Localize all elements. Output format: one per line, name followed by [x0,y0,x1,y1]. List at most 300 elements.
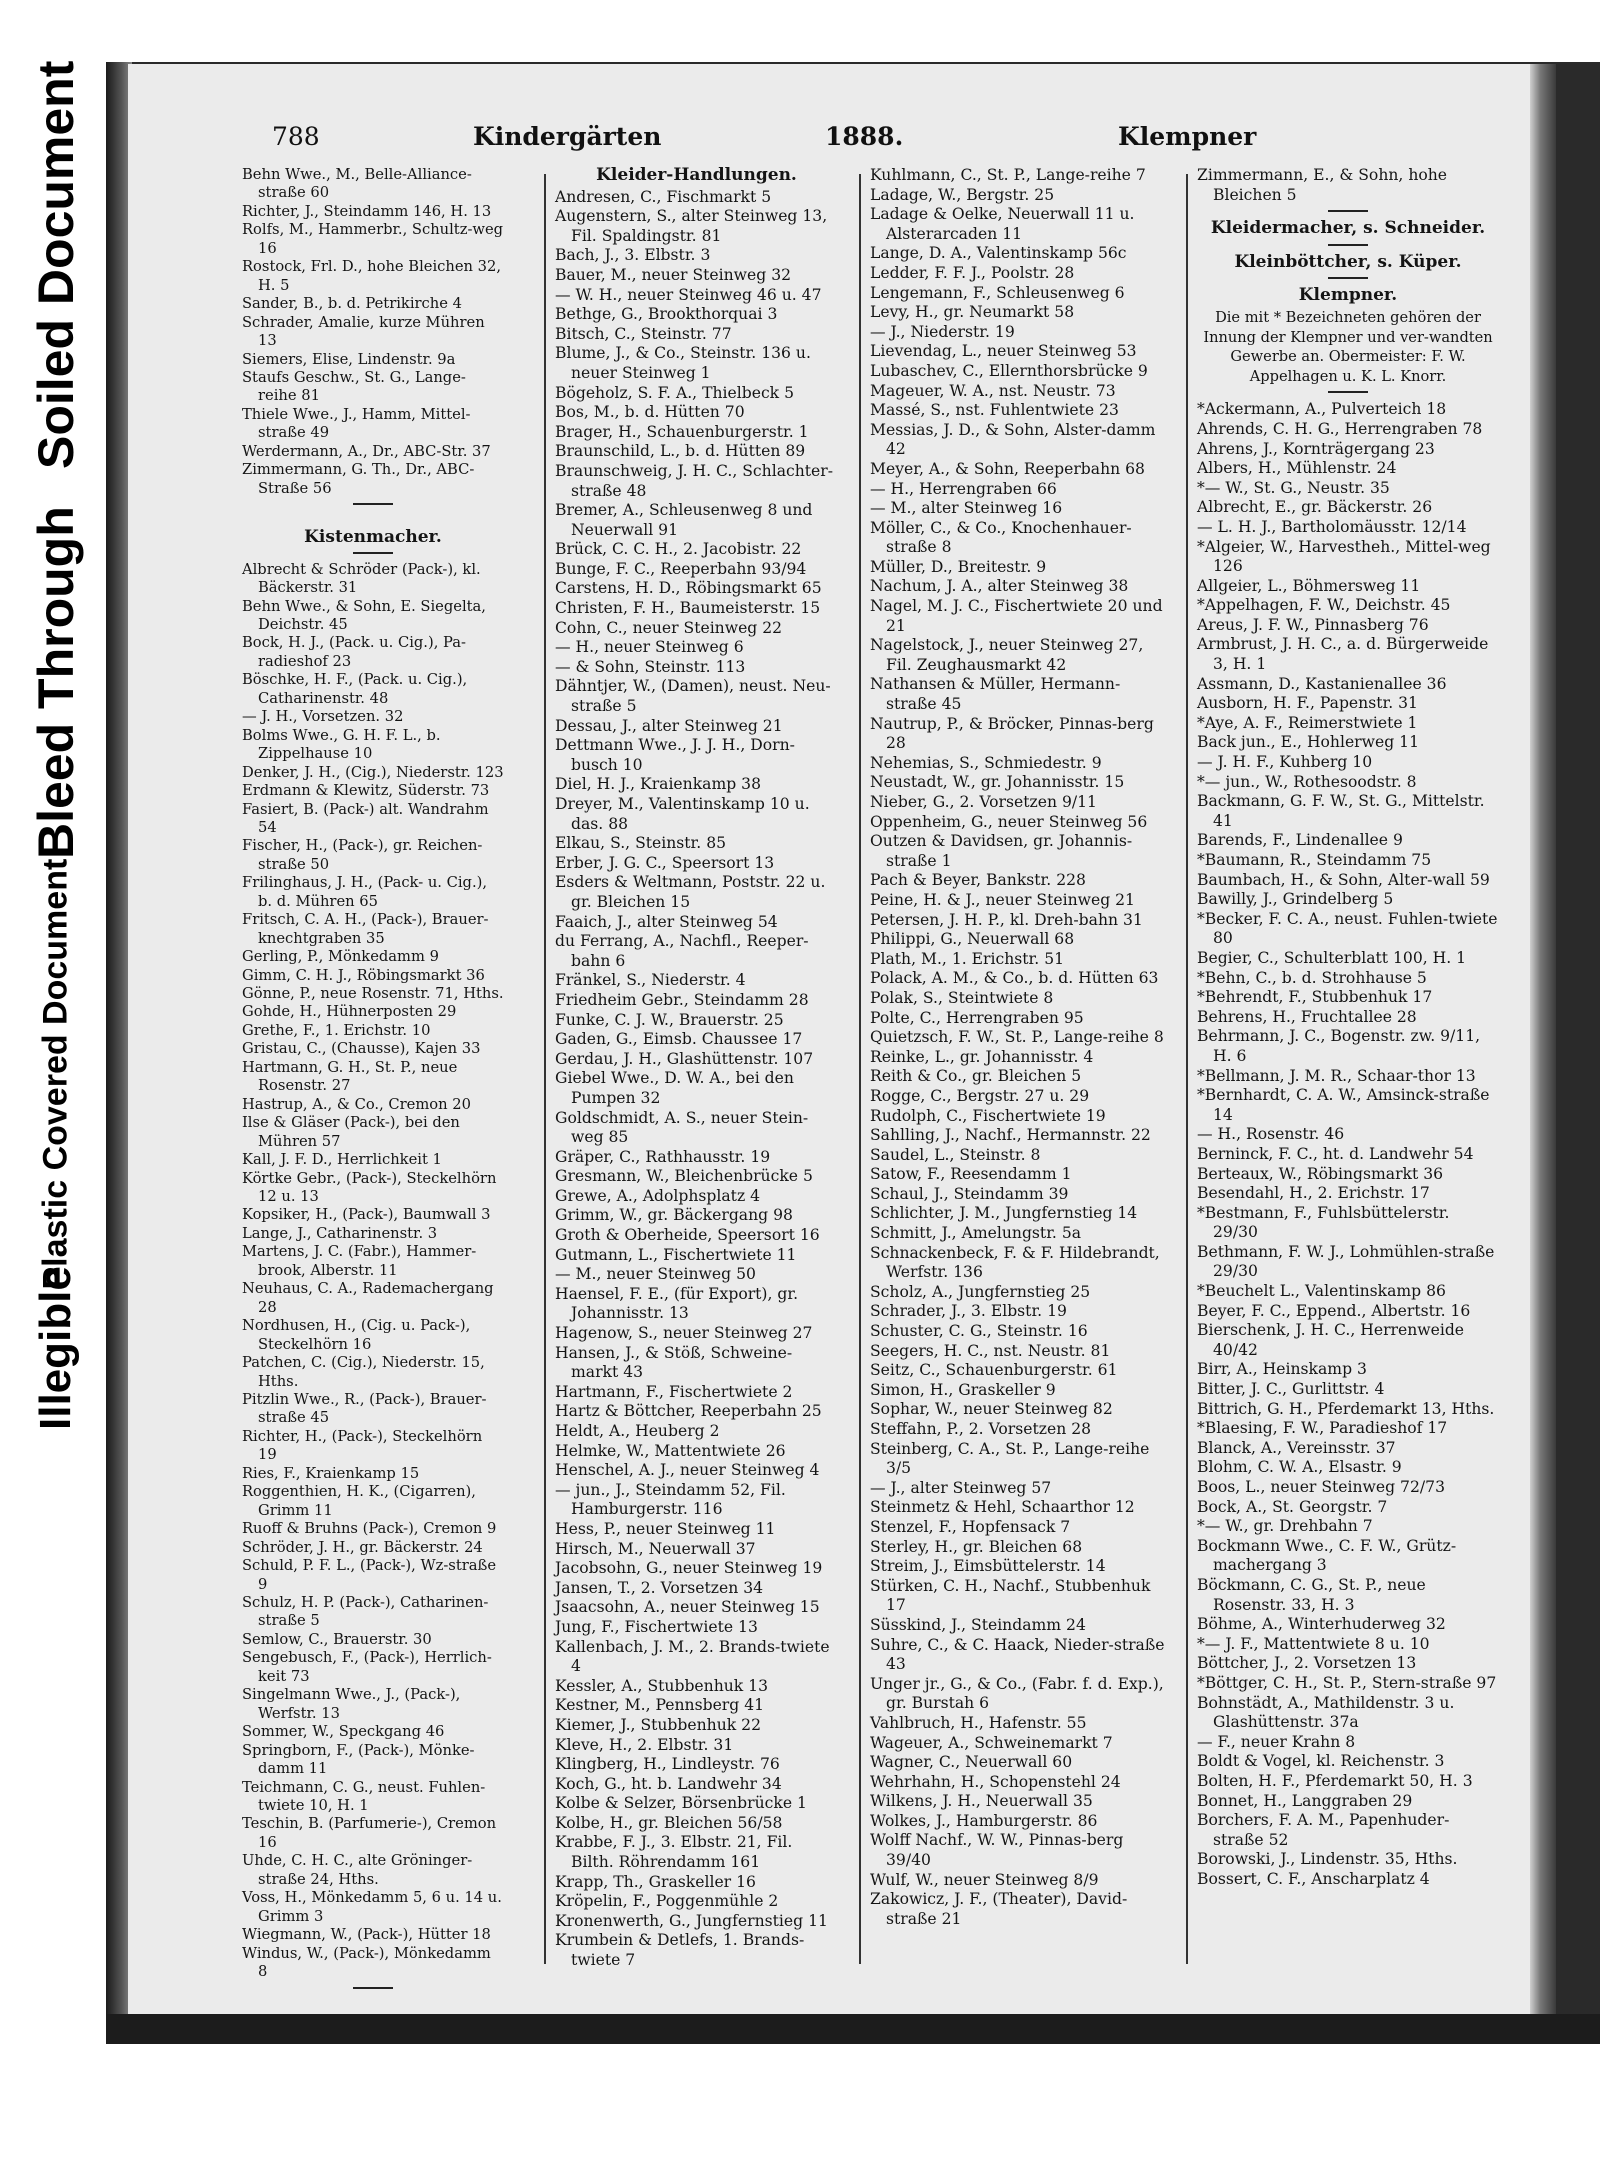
directory-entry: Krapp, Th., Graskeller 16 [555,1872,756,1891]
directory-entry: Funke, C. J. W., Brauerstr. 25 [555,1010,784,1029]
directory-entry: Jacobsohn, G., neuer Steinweg 19 [555,1559,823,1578]
directory-entry: *Bernhardt, C. A. W., Amsinck-straße 14 [1197,1086,1490,1124]
directory-entry: Martens, J. C. (Fabr.), Hammer-brook, Alberstr. 11 [242,1243,477,1279]
directory-entry: Rudolph, C., Fischertwiete 19 [870,1106,1106,1125]
section-divider [1328,210,1368,212]
directory-entry: Seitz, C., Schauenburgerstr. 61 [870,1361,1118,1380]
directory-entry: Nagelstock, J., neuer Steinweg 27, Fil. Zeughausmarkt 42 [870,636,1144,674]
directory-page [128,64,1530,2014]
directory-entry: Andresen, C., Fischmarkt 5 [555,187,772,206]
directory-entry: — J. H., Vorsetzen. 32 [242,708,404,726]
directory-entry: Hartmann, F., Fischertwiete 2 [555,1382,793,1401]
directory-entry: *Behrendt, F., Stubbenhuk 17 [1197,988,1433,1007]
section-note: Die mit * Bezeichneten gehören der Innung der Klempner und ver-wandten Gewerbe an. Obermeister: F. W. Appelhagen u. K. L. Knorr. [1203,308,1493,385]
directory-entry: Armbrust, J. H. C., a. d. Bürgerweide 3, H. 1 [1197,635,1489,674]
directory-entry: Unger jr., G., & Co., (Fabr. f. d. Exp.), gr. Burstah 6 [870,1674,1164,1713]
directory-entry: Schnackenbeck, F. & F. Hildebrandt, Werfstr. 136 [870,1243,1160,1282]
directory-entry: Polak, S., Steintwiete 8 [870,988,1054,1007]
column-4 [1197,166,1499,1996]
directory-entry: Back jun., E., Hohlerweg 11 [1197,733,1419,752]
directory-entry: Wagner, C., Neuerwall 60 [870,1753,1073,1772]
directory-entry: Kiemer, J., Stubbenhuk 22 [555,1715,762,1734]
section-heading: Kistenmacher. [304,527,442,548]
directory-entry: Behrens, H., Fruchtallee 28 [1197,1007,1417,1026]
directory-entry: Ledder, F. F. J., Poolstr. 28 [870,263,1075,282]
directory-entry: Patchen, C. (Cig.), Niederstr. 15, Hths. [242,1354,485,1390]
directory-entry: Bonnet, H., Langgraben 29 [1197,1791,1413,1810]
directory-entry: — H., neuer Steinweg 6 [555,638,744,657]
directory-entry: Schuld, P. F. L., (Pack-), Wz-straße 9 [242,1557,497,1593]
directory-entry: Lange, J., Catharinenstr. 3 [242,1224,438,1242]
section-divider [353,1987,393,1989]
directory-entry: Ladage & Oelke, Neuerwall 11 u. Alsterarcaden 11 [870,205,1135,243]
directory-entry: Grewe, A., Adolphsplatz 4 [555,1186,761,1205]
directory-entry: — J., alter Steinweg 57 [870,1478,1052,1497]
directory-entry: Messias, J. D., & Sohn, Alster-damm 42 [870,420,1156,459]
directory-entry: Gohde, H., Hühnerposten 29 [242,1003,457,1021]
directory-entry: Kröpelin, F., Poggenmühle 2 [555,1892,779,1911]
directory-entry: Dreyer, M., Valentinskamp 10 u. das. 88 [555,795,810,833]
directory-entry: Faaich, J., alter Steinweg 54 [555,912,778,931]
directory-entry: Hartmann, G. H., St. P., neue Rosenstr. 27 [242,1058,458,1095]
directory-entry: Dettmann Wwe., J. J. H., Dorn-busch 10 [555,736,795,774]
directory-entry: Fischer, H., (Pack-), gr. Reichen-straße 50 [242,837,483,873]
directory-entry: Jsaacsohn, A., neuer Steinweg 15 [555,1598,820,1617]
directory-entry: Uhde, C. H. C., alte Gröninger-straße 24, Hths. [242,1852,473,1888]
directory-entry: Fränkel, S., Niederstr. 4 [555,971,746,990]
directory-entry: Wulf, W., neuer Steinweg 8/9 [870,1870,1099,1889]
directory-entry: Boldt & Vogel, kl. Reichenstr. 3 [1197,1752,1445,1771]
directory-entry: Blume, J., & Co., Steinstr. 136 u. neuer Steinweg 1 [555,344,811,382]
directory-entry: — H., Rosenstr. 46 [1197,1125,1345,1144]
section-heading: Kleinböttcher, s. Küper. [1234,251,1462,272]
directory-entry: Meyer, A., & Sohn, Reeperbahn 68 [870,459,1145,478]
directory-entry: Massé, S., nst. Fuhlentwiete 23 [870,401,1119,420]
directory-entry: — H., Herrengraben 66 [870,479,1057,498]
page-number: 788 [272,122,320,151]
directory-entry: Plath, M., 1. Erichstr. 51 [870,949,1065,968]
stamp-bleed-through: Bleed Through [28,506,84,859]
directory-entry: Bach, J., 3. Elbstr. 3 [555,246,711,265]
directory-entry: Carstens, H. D., Röbingsmarkt 65 [555,579,822,598]
directory-entry: — & Sohn, Steinstr. 113 [555,657,746,676]
directory-entry: Möller, C., & Co., Knochenhauer-straße 8 [870,518,1132,557]
directory-entry: Wageuer, A., Schweinemarkt 7 [870,1733,1113,1752]
directory-entry: Beyer, F. C., Eppend., Albertstr. 16 [1197,1301,1471,1320]
directory-entry: Frilinghaus, J. H., (Pack- u. Cig.), b. d. Mühren 65 [242,874,488,910]
directory-entry: Steinmetz & Hehl, Schaarthor 12 [870,1498,1135,1517]
section-divider [1328,244,1368,246]
directory-entry: Peine, H. & J., neuer Steinweg 21 [870,890,1135,909]
directory-entry: Albrecht & Schröder (Pack-), kl. Bäckerstr. 31 [242,560,481,597]
directory-entry: Hastrup, A., & Co., Cremon 20 [242,1095,471,1113]
directory-entry: Scholz, A., Jungfernstieg 25 [870,1282,1091,1301]
directory-entry: Giebel Wwe., D. W. A., bei den Pumpen 32 [555,1069,794,1107]
directory-entry: *Blaesing, F. W., Paradieshof 17 [1197,1419,1448,1438]
directory-entry: du Ferrang, A., Nachfl., Reeper-bahn 6 [555,932,809,970]
directory-entry: Böttcher, J., 2. Vorsetzen 13 [1197,1654,1417,1673]
directory-entry: Barends, F., Lindenallee 9 [1197,831,1403,850]
directory-entry: Schuster, C. G., Steinstr. 16 [870,1322,1088,1341]
directory-entry: Stürken, C. H., Nachf., Stubbenhuk 17 [870,1576,1151,1615]
running-head-right: Klempner [1118,122,1257,151]
directory-entry: Begier, C., Schulterblatt 100, H. 1 [1197,948,1467,967]
directory-entry: Birr, A., Heinskamp 3 [1197,1360,1367,1379]
directory-entry: Seegers, H. C., nst. Neustr. 81 [870,1341,1111,1360]
directory-entry: Böckmann, C. G., St. P., neue Rosenstr. 33, H. 3 [1197,1575,1426,1614]
directory-entry: Boos, L., neuer Steinweg 72/73 [1197,1478,1445,1496]
section-divider [353,503,393,505]
directory-entry: Neustadt, W., gr. Johannisstr. 15 [870,773,1125,792]
directory-entry: Dähntjer, W., (Damen), neust. Neu-straße 5 [555,677,831,716]
directory-entry: Steffahn, P., 2. Vorsetzen 28 [870,1420,1092,1438]
directory-entry: Steinberg, C. A., St. P., Lange-reihe 3/5 [870,1439,1150,1478]
page-header [128,122,1530,162]
directory-entry: *Appelhagen, F. W., Deichstr. 45 [1197,596,1451,615]
directory-entry: Werdermann, A., Dr., ABC-Str. 37 [242,442,491,460]
directory-entry: Mageuer, W. A., nst. Neustr. 73 [870,381,1116,400]
directory-entry: Nordhusen, H., (Cig. u. Pack-), Steckelhörn 16 [242,1317,471,1353]
running-head-year: 1888. [825,122,904,151]
directory-entry: *— W., St. G., Neustr. 35 [1197,478,1390,497]
directory-entry: Hartz & Böttcher, Reeperbahn 25 [555,1402,822,1421]
directory-entry: Semlow, C., Brauerstr. 30 [242,1630,432,1648]
directory-entry: Nieber, G., 2. Vorsetzen 9/11 [870,793,1097,811]
directory-entry: Levy, H., gr. Neumarkt 58 [870,303,1075,322]
column-2 [555,166,838,1996]
directory-entry: Schrader, J., 3. Elbstr. 19 [870,1302,1067,1321]
directory-entry: Denker, J. H., (Cig.), Niederstr. 123 [242,763,504,781]
section-heading: Klempner. [1298,285,1398,306]
directory-entry: Ahrens, J., Kornträgergang 23 [1197,439,1435,458]
directory-entry: Satow, F., Reesendamm 1 [870,1165,1072,1184]
directory-entry: Krumbein & Detlefs, 1. Brands-twiete 7 [555,1931,805,1970]
directory-entry: Gönne, P., neue Rosenstr. 71, Hths. [242,985,504,1003]
directory-entry: Petersen, J. H. P., kl. Dreh-bahn 31 [870,910,1143,929]
directory-entry: Bockmann Wwe., C. F. W., Grütz-machergang 3 [1197,1536,1457,1575]
directory-entry: Blohm, C. W. A., Elsastr. 9 [1197,1458,1402,1477]
directory-entry: Bauer, M., neuer Steinweg 32 [555,265,792,284]
directory-entry: — J. H. F., Kuhberg 10 [1197,753,1373,772]
directory-entry: Berninck, F. C., ht. d. Landwehr 54 [1197,1144,1474,1163]
stamp-soiled: Soiled Document [28,60,84,469]
directory-entry: Sengebusch, F., (Pack-), Herrlich-keit 73 [242,1649,492,1685]
directory-entry: Polte, C., Herrengraben 95 [870,1008,1084,1027]
directory-entry: Gristau, C., (Chausse), Kajen 33 [242,1040,481,1058]
directory-entry: Elkau, S., Steinstr. 85 [555,834,727,853]
directory-entry: Wolkes, J., Hamburgerstr. 86 [870,1811,1098,1830]
directory-entry: Koch, G., ht. b. Landwehr 34 [555,1774,782,1793]
directory-entry: Lubaschev, C., Ellernthorsbrücke 9 [870,361,1148,380]
directory-entry: — jun., J., Steindamm 52, Fil. Hamburgerstr. 116 [555,1480,786,1519]
directory-entry: Bitsch, C., Steinstr. 77 [555,324,732,343]
directory-entry: Zimmermann, E., & Sohn, hohe Bleichen 5 [1197,166,1448,204]
directory-entry: Christen, F. H., Baumeisterstr. 15 [555,599,821,618]
directory-entry: Jansen, T., 2. Vorsetzen 34 [555,1578,764,1597]
directory-entry: Ilse & Gläser (Pack-), bei den Mühren 57 [242,1114,460,1150]
directory-entry: *Aye, A. F., Reimerstwiete 1 [1197,713,1418,732]
stamp-plastic-covered: Plastic Covered Document [36,858,75,1290]
directory-entry: *Bellmann, J. M. R., Schaar-thor 13 [1197,1066,1476,1085]
directory-entry: Bethmann, F. W. J., Lohmühlen-straße 29/30 [1197,1242,1495,1281]
stamp-illegible: Illegible [31,1266,80,1430]
directory-entry: Bolms Wwe., G. H. F. L., b. Zippelhause 10 [242,726,441,763]
directory-entry: — M., neuer Steinweg 50 [555,1265,756,1284]
directory-entry: Ladage, W., Bergstr. 25 [870,185,1055,204]
scan-bottom-border [106,2014,1600,2044]
directory-entry: Teschin, B. (Parfumerie-), Cremon 16 [242,1815,497,1851]
directory-entry: *Bestmann, F., Fuhlsbüttelerstr. 29/30 [1197,1203,1450,1242]
directory-entry: Bock, A., St. Georgstr. 7 [1197,1497,1388,1516]
directory-entry: Besendahl, H., 2. Erichstr. 17 [1197,1184,1430,1203]
section-heading: Kleider-Handlungen. [596,165,797,185]
directory-entry: Schlichter, J. M., Jungfernstieg 14 [870,1204,1138,1223]
directory-entry: — M., alter Steinweg 16 [870,499,1063,518]
directory-entry: Gaden, G., Eimsb. Chaussee 17 [555,1030,803,1049]
directory-entry: Ries, F., Kraienkamp 15 [242,1464,420,1482]
section-divider [1328,277,1368,279]
directory-entry: *— W., gr. Drehbahn 7 [1197,1517,1373,1536]
directory-entry: Gerling, P., Mönkedamm 9 [242,948,439,966]
directory-entry: Grimm, W., gr. Bäckergang 98 [555,1206,793,1225]
directory-entry: Rostock, Frl. D., hohe Bleichen 32, H. 5 [242,258,502,294]
directory-entry: Klingberg, H., Lindleystr. 76 [555,1755,780,1774]
directory-entry: Borowski, J., Lindenstr. 35, Hths. [1197,1850,1458,1869]
directory-entry: Bögeholz, S. F. A., Thielbeck 5 [555,383,794,402]
directory-entry: Gresmann, W., Bleichenbrücke 5 [555,1167,813,1186]
directory-entry: Vahlbruch, H., Hafenstr. 55 [870,1713,1087,1732]
directory-entry: *Ackermann, A., Pulverteich 18 [1197,400,1447,419]
directory-entry: Bremer, A., Schleusenweg 8 und Neuerwall 91 [555,501,813,539]
directory-entry: Albrecht, E., gr. Bäckerstr. 26 [1197,498,1433,517]
directory-entry: Bohnstädt, A., Mathildenstr. 3 u. Glashüttenstr. 37a [1197,1693,1455,1732]
directory-entry: Zimmermann, G. Th., Dr., ABC-Straße 56 [242,461,475,497]
directory-entry: *Algeier, W., Harvestheh., Mittel-weg 126 [1197,537,1491,576]
directory-entry: Braunschweig, J. H. C., Schlachter-straße 48 [555,461,833,500]
directory-entry: Bitter, J. C., Gurlittstr. 4 [1197,1380,1385,1399]
directory-entry: Cohn, C., neuer Steinweg 22 [555,618,783,637]
directory-entry: Goldschmidt, A. S., neuer Stein-weg 85 [555,1108,809,1147]
directory-entry: Bossert, C. F., Anscharplatz 4 [1197,1869,1430,1888]
directory-entry: Bos, M., b. d. Hütten 70 [555,403,745,422]
directory-entry: Erdmann & Klewitz, Süderstr. 73 [242,782,490,800]
directory-entry: Bolten, H. F., Pferdemarkt 50, H. 3 [1197,1771,1473,1790]
entry-list [1197,166,1499,205]
directory-entry: Philippi, G., Neuerwall 68 [870,930,1075,949]
directory-entry: Assmann, D., Kastanienallee 36 [1197,674,1447,693]
directory-entry: Ausborn, H. F., Papenstr. 31 [1197,694,1418,713]
directory-entry: Rogge, C., Bergstr. 27 u. 29 [870,1086,1090,1105]
directory-entry: Simon, H., Graskeller 9 [870,1380,1056,1399]
directory-entry: Esders & Weltmann, Poststr. 22 u. gr. Bleichen 15 [555,873,826,911]
directory-entry: Baumbach, H., & Sohn, Alter-wall 59 [1197,870,1490,889]
directory-entry: Nehemias, S., Schmiedestr. 9 [870,753,1102,772]
entry-list [242,166,504,498]
directory-entry: Lengemann, F., Schleusenweg 6 [870,283,1125,302]
directory-entry: Henschel, A. J., neuer Steinweg 4 [555,1461,820,1480]
directory-entry: Suhre, C., & C. Haack, Nieder-straße 43 [870,1635,1165,1674]
directory-entry: Oppenheim, G., neuer Steinweg 56 [870,812,1148,831]
directory-entry: — W. H., neuer Steinweg 46 u. 47 [555,285,822,304]
directory-entry: Diel, H. J., Kraienkamp 38 [555,775,762,794]
directory-entry: Braunschild, L., b. d. Hütten 89 [555,442,806,461]
directory-entry: Ahrends, C. H. G., Herrengraben 78 [1197,419,1483,438]
directory-entry: Hirsch, M., Neuerwall 37 [555,1539,756,1558]
directory-entry: Singelmann Wwe., J., (Pack-), Werfstr. 13 [242,1686,461,1722]
directory-entry: *— jun., W., Rothesoodstr. 8 [1197,772,1417,791]
entry-list [555,188,838,1971]
directory-entry: Böschke, H. F., (Pack. u. Cig.), Catharinenstr. 48 [242,671,468,707]
directory-entry: Jung, F., Fischertwiete 13 [555,1617,758,1636]
directory-entry: Streim, J., Eimsbüttelerstr. 14 [870,1557,1106,1576]
directory-entry: Kallenbach, J. M., 2. Brands-twiete 4 [555,1637,830,1676]
directory-entry: Bawilly, J., Grindelberg 5 [1197,890,1394,909]
directory-entry: Areus, J. F. W., Pinnasberg 76 [1197,615,1429,634]
directory-entry: Siemers, Elise, Lindenstr. 9a [242,350,456,368]
directory-entry: Schulz, H. P. (Pack-), Catharinen-straße 5 [242,1593,489,1630]
directory-entry: *— J. F., Mattentwiete 8 u. 10 [1197,1634,1430,1653]
directory-entry: Hansen, J., & Stöß, Schweine-markt 43 [555,1343,793,1382]
directory-entry: Augenstern, S., alter Steinweg 13, Fil. Spaldingstr. 81 [555,207,828,245]
directory-entry: Thiele Wwe., J., Hamm, Mittel-straße 49 [242,405,471,442]
directory-entry: Schröder, J. H., gr. Bäckerstr. 24 [242,1538,483,1556]
directory-entry: Fritsch, C. A. H., (Pack-), Brauer-knechtgraben 35 [242,911,489,947]
directory-entry: Fasiert, B. (Pack-) alt. Wandrahm 54 [242,800,489,836]
directory-entry: Behn Wwe., & Sohn, E. Siegelta, Deichstr. 45 [242,597,486,633]
directory-entry: Roggenthien, H. K., (Cigarren), Grimm 11 [242,1483,476,1519]
directory-entry: Erber, J. G. C., Speersort 13 [555,853,775,872]
directory-entry: Schmitt, J., Amelungstr. 5a [870,1224,1082,1243]
directory-entry: Staufs Geschw., St. G., Lange-reihe 81 [242,368,466,405]
directory-entry: Sommer, W., Speckgang 46 [242,1723,445,1741]
directory-entry: Schrader, Amalie, kurze Mühren 13 [242,313,485,350]
directory-entry: Hagenow, S., neuer Steinweg 27 [555,1324,813,1343]
directory-entry: Hess, P., neuer Steinweg 11 [555,1519,776,1538]
directory-entry: Allgeier, L., Böhmersweg 11 [1197,576,1421,595]
directory-entry: Heldt, A., Heuberg 2 [555,1422,720,1440]
directory-entry: Kronenwerth, G., Jungfernstieg 11 [555,1911,828,1930]
directory-entry: Lievendag, L., neuer Steinweg 53 [870,342,1137,361]
directory-entry: Backmann, G. F. W., St. G., Mittelstr. 41 [1197,792,1485,830]
directory-entry: Bunge, F. C., Reeperbahn 93/94 [555,559,807,578]
directory-entry: — F., neuer Krahn 8 [1197,1732,1356,1751]
directory-entry: Bittrich, G. H., Pferdemarkt 13, Hths. [1197,1399,1495,1418]
column-rule [1186,174,1188,1964]
directory-entry: Wilkens, J. H., Neuerwall 35 [870,1792,1093,1811]
directory-entry: Kolbe & Selzer, Börsenbrücke 1 [555,1794,807,1813]
directory-entry: Sander, B., b. d. Petrikirche 4 [242,295,462,313]
directory-entry: Gerdau, J. H., Glashüttenstr. 107 [555,1049,814,1068]
directory-entry: Sahlling, J., Nachf., Hermannstr. 22 [870,1126,1151,1145]
directory-entry: *Böttger, C. H., St. P., Stern-straße 97 [1197,1673,1497,1692]
directory-entry: Richter, H., (Pack-), Steckelhörn 19 [242,1427,483,1464]
directory-entry: Kestner, M., Pennsberg 41 [555,1696,765,1715]
page-edge [1530,64,1556,2014]
directory-entry: Wolff Nachf., W. W., Pinnas-berg 39/40 [870,1831,1124,1870]
column-rule [859,174,861,1964]
directory-entry: Dessau, J., alter Steinweg 21 [555,716,783,735]
directory-entry: Windus, W., (Pack-), Mönkedamm 8 [242,1944,491,1981]
running-head-left: Kindergärten [473,122,662,151]
directory-entry: Kall, J. F. D., Herrlichkeit 1 [242,1151,442,1169]
directory-entry: Lange, D. A., Valentinskamp 56c [870,244,1127,263]
directory-entry: Rolfs, M., Hammerbr., Schultz-weg 16 [242,221,504,257]
directory-entry: Pach & Beyer, Bankstr. 228 [870,871,1086,890]
directory-entry: Nautrup, P., & Bröcker, Pinnas-berg 28 [870,714,1154,753]
directory-entry: Gimm, C. H. J., Röbingsmarkt 36 [242,966,485,984]
section-heading: Kleidermacher, s. Schneider. [1210,218,1486,239]
directory-entry: *Behn, C., b. d. Strohhause 5 [1197,968,1427,987]
directory-entry: Wehrhahn, H., Schopenstehl 24 [870,1772,1121,1791]
directory-entry: Behrmann, J. C., Bogenstr. zw. 9/11, H. 6 [1197,1027,1481,1065]
directory-entry: Richter, J., Steindamm 146, H. 13 [242,202,492,220]
directory-entry: Berteaux, W., Röbingsmarkt 36 [1197,1164,1444,1183]
directory-entry: Pitzlin Wwe., R., (Pack-), Brauer-straße 45 [242,1391,487,1427]
directory-entry: Bethge, G., Brookthorquai 3 [555,305,778,324]
directory-entry: Gräper, C., Rathhausstr. 19 [555,1147,771,1166]
directory-entry: Voss, H., Mönkedamm 5, 6 u. 14 u. Grimm 3 [242,1889,502,1925]
directory-entry: Quietzsch, F. W., St. P., Lange-reihe 8 [870,1028,1164,1047]
directory-entry: Gutmann, L., Fischertwiete 11 [555,1245,797,1264]
directory-entry: Nathansen & Müller, Hermann-straße 45 [870,675,1121,714]
scan-qc-stamp [0,0,112,2177]
directory-entry: Kuhlmann, C., St. P., Lange-reihe 7 [870,166,1146,184]
directory-entry: Schaul, J., Steindamm 39 [870,1184,1069,1203]
directory-entry: Blanck, A., Vereinsstr. 37 [1197,1438,1396,1457]
directory-entry: Bierschenk, J. H. C., Herrenweide 40/42 [1197,1321,1465,1359]
column-rule [544,174,546,1964]
directory-entry: Reith & Co., gr. Bleichen 5 [870,1067,1082,1086]
directory-entry: — L. H. J., Bartholomäusstr. 12/14 [1197,517,1467,536]
directory-entry: Zakowicz, J. F., (Theater), David-straße 21 [870,1890,1128,1928]
directory-entry: Springborn, F., (Pack-), Mönke-damm 11 [242,1741,475,1778]
directory-entry: Haensel, F. E., (für Export), gr. Johannisstr. 13 [555,1284,799,1323]
directory-entry: Stenzel, F., Hopfensack 7 [870,1517,1071,1536]
directory-entry: *Beuchelt L., Valentinskamp 86 [1197,1282,1446,1301]
column-1 [242,166,504,1996]
directory-entry: Brager, H., Schauenburgerstr. 1 [555,422,809,441]
directory-entry: Kopsiker, H., (Pack-), Baumwall 3 [242,1206,491,1224]
section-divider [1328,391,1368,393]
directory-entry: Müller, D., Breitestr. 9 [870,557,1047,576]
directory-entry: Bock, H. J., (Pack. u. Cig.), Pa-radieshof 23 [242,634,466,670]
entry-list [1197,400,1499,1889]
directory-entry: Teichmann, C. G., neust. Fuhlen-twiete 10, H. 1 [242,1778,486,1814]
directory-entry: Nachum, J. A., alter Steinweg 38 [870,577,1129,596]
directory-entry: *Becker, F. C. A., neust. Fuhlen-twiete 80 [1197,909,1498,948]
directory-entry: *Baumann, R., Steindamm 75 [1197,851,1432,869]
directory-entry: Ruoff & Bruhns (Pack-), Cremon 9 [242,1520,497,1538]
directory-entry: Nagel, M. J. C., Fischertwiete 20 und 21 [870,597,1163,635]
directory-entry: Behn Wwe., M., Belle-Alliance-straße 60 [242,166,472,202]
directory-entry: Wiegmann, W., (Pack-), Hütter 18 [242,1926,491,1944]
directory-entry: Grethe, F., 1. Erichstr. 10 [242,1021,431,1039]
directory-entry: Kolbe, H., gr. Bleichen 56/58 [555,1813,783,1832]
directory-entry: Süsskind, J., Steindamm 24 [870,1615,1086,1634]
directory-entry: Outzen & Davidsen, gr. Johannis-straße 1 [870,832,1133,870]
directory-entry: Friedheim Gebr., Steindamm 28 [555,990,809,1009]
directory-entry: Saudel, L., Steinstr. 8 [870,1145,1041,1164]
directory-entry: Albers, H., Mühlenstr. 24 [1197,459,1397,478]
directory-entry: Reinke, L., gr. Johannisstr. 4 [870,1047,1094,1066]
directory-entry: — J., Niederstr. 19 [870,322,1015,341]
section-divider [353,552,393,554]
entry-list [242,561,504,1982]
directory-entry: Brück, C. C. H., 2. Jacobistr. 22 [555,540,802,559]
directory-entry: Krabbe, F. J., 3. Elbstr. 21, Fil. Bilth. Röhrendamm 161 [555,1833,793,1872]
directory-entry: Polack, A. M., & Co., b. d. Hütten 63 [870,969,1159,988]
entry-list [870,166,1166,1929]
